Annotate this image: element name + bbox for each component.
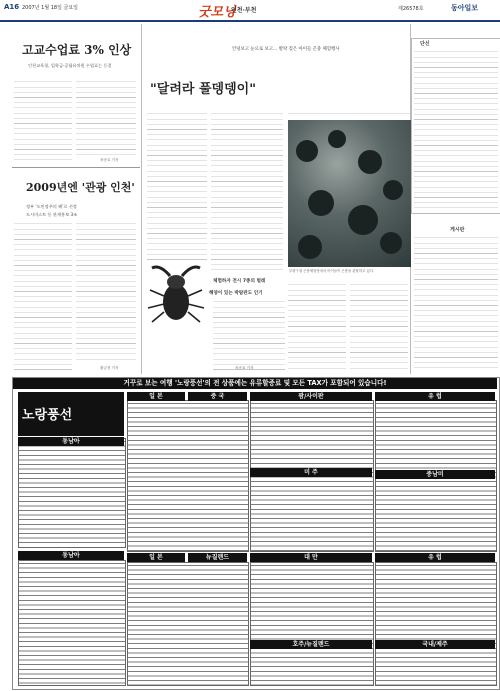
newspaper-name: 동아일보 — [451, 4, 479, 12]
ad-section-header: 호주/뉴질랜드 — [250, 640, 372, 649]
kicker-insects: 안녕보고 눈으로 보고… 발락 젖은 아이들 곤충 체험행사 — [232, 47, 340, 52]
agency-name: 노랑풍선 — [22, 408, 73, 423]
news-photo — [288, 120, 411, 267]
subhead-tuition: 인천교육청, 입학금·공립유치원 수업료는 동결 — [28, 63, 112, 68]
article-text-column — [350, 283, 408, 371]
ad-section-header: 미 주 — [250, 468, 372, 477]
byline: 황금천 기자 — [100, 366, 119, 370]
ad-section-header: 중 국 — [188, 392, 247, 401]
photo-caption: 부평구청 곤충체험전에서 아이들이 곤충을 관찰하고 있다. — [289, 269, 375, 273]
beetle-image — [146, 262, 206, 328]
deck-insects-1: 체험하자 전시 7종의 벌레 — [213, 279, 266, 284]
article-text-column — [288, 283, 346, 373]
sidebar-text — [414, 50, 498, 208]
headline-tuition: 고교수업료 3% 인상 — [22, 43, 132, 57]
column-rule — [141, 24, 142, 374]
ad-section-header: 동남아 — [18, 437, 124, 446]
ad-section-header: 중남미 — [375, 470, 495, 479]
sidebar-title: 단신 — [420, 41, 430, 47]
ad-listing — [127, 400, 249, 552]
headline-insects: "달려라 풀뎅뎅이" — [150, 82, 256, 97]
byline: 차준호 기자 — [235, 366, 254, 370]
ad-section-header: 일 본 — [127, 392, 185, 401]
board-title: 게시판 — [450, 227, 465, 233]
ad-listing — [127, 562, 249, 686]
article-text-column — [14, 80, 72, 162]
ad-listing — [375, 562, 497, 686]
article-text-column — [14, 222, 72, 372]
article-text-column — [211, 112, 283, 272]
board-text — [414, 236, 498, 372]
subhead-tourism-2: 도시마스트 등 관계홍보 3조 — [26, 212, 78, 217]
byline: 차준호 기자 — [100, 158, 119, 162]
ad-banner: 거꾸로 보는 여행 '노랑풍선'의 전 상품에는 유류할증료 및 모든 TAX가 포함되어 있습니다! — [13, 378, 497, 389]
ad-section-header: 국내/제주 — [375, 640, 495, 649]
issue-number: 제26578호 — [398, 6, 424, 12]
headline-tourism: 2009년엔 '관광 인천' — [26, 181, 135, 194]
ad-section-header: 일 본 — [127, 553, 185, 562]
ad-section-header: 괌/사이판 — [250, 392, 372, 401]
page-number: A16 — [4, 3, 20, 11]
issue-date: 2007년 1월 18일 금요일 — [22, 5, 79, 11]
article-text-column — [76, 80, 136, 156]
article-text-column — [76, 222, 136, 364]
ad-section-header: 뉴질랜드 — [188, 553, 247, 562]
article-text-column — [288, 112, 410, 118]
article-divider — [12, 167, 140, 168]
section-name: 인천·부천 — [231, 7, 257, 14]
ad-listing — [250, 562, 374, 686]
subhead-tourism-1: 정부 '도민정주의 해'로 선정 — [26, 204, 77, 209]
ad-section-header: 동남아 — [18, 551, 124, 560]
ad-section-header: 대 만 — [250, 553, 372, 562]
ad-section-header: 유 럽 — [375, 553, 495, 562]
ad-listing — [18, 438, 126, 548]
section-logo: 굿모닝 — [198, 5, 236, 20]
deck-insects-2: 해양이 있는 박람관도 인기 — [209, 291, 263, 296]
ad-section-header: 유 럽 — [375, 392, 495, 401]
ad-listing — [18, 560, 126, 686]
article-text-column — [147, 112, 207, 262]
article-text-column — [213, 300, 285, 372]
